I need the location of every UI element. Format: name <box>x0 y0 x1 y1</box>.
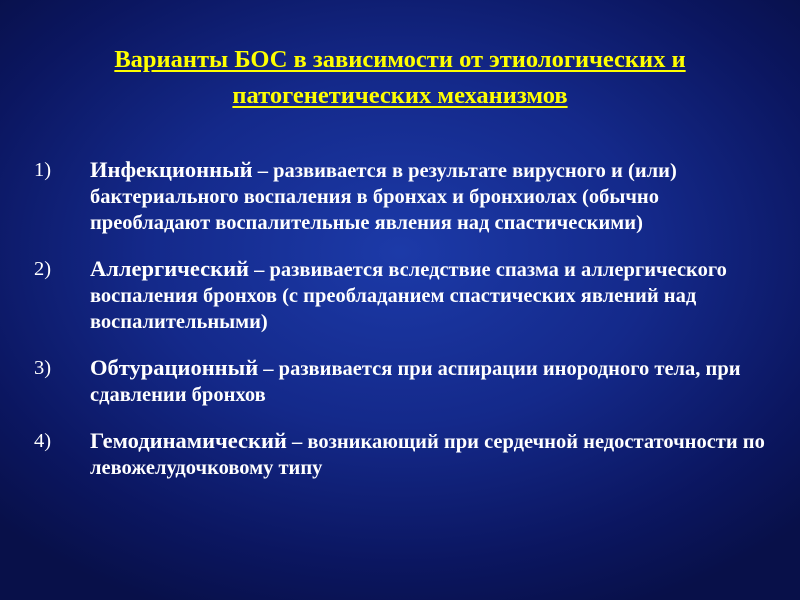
list-item-description: – развивается при аспирации инородного тела, при сдавлении бронхов <box>90 358 741 406</box>
list-item-number: 4) <box>34 430 52 452</box>
list-item-text <box>90 428 774 481</box>
list-item-obturation <box>34 355 774 408</box>
list-item-number: 1) <box>34 159 52 181</box>
list-item-term: Обтурационный <box>90 355 259 380</box>
list-item-text <box>90 355 774 408</box>
list-item-infectious <box>34 157 774 236</box>
variants-list <box>34 157 774 481</box>
list-item-number: 2) <box>34 258 52 280</box>
list-item-number: 3) <box>34 357 52 379</box>
list-item-description: – развивается в результате вирусного и (или) бактериального воспаления в бронхах и бронхиолах (обычно преобладают воспалительные явления над спастическими) <box>90 160 677 234</box>
list-item-term: Аллергический <box>90 256 250 281</box>
list-item-allergic <box>34 256 774 335</box>
list-item-description: – возникающий при сердечной недостаточности по левожелудочковому типу <box>90 431 765 479</box>
list-item-term: Инфекционный <box>90 157 253 182</box>
list-item-hemodynamic <box>34 428 774 481</box>
list-item-description: – развивается вследствие спазма и аллергического воспаления бронхов (с преобладанием спастических явлений над воспалительными) <box>90 259 727 333</box>
list-item-term: Гемодинамический <box>90 428 287 453</box>
list-item-text <box>90 256 774 335</box>
slide-title: Варианты БОС в зависимости от этиологических и патогенетических механизмов <box>114 46 686 109</box>
list-item-text <box>90 157 774 236</box>
